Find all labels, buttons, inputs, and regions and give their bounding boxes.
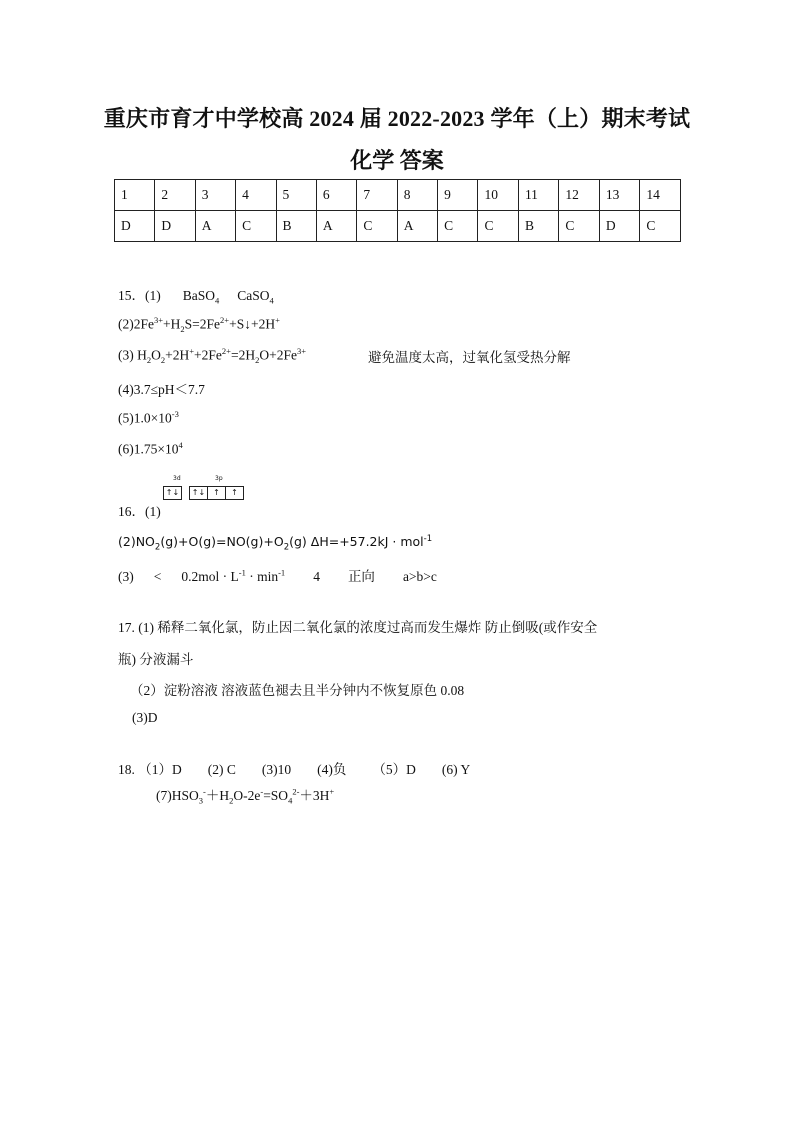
table-cell: C xyxy=(357,211,397,242)
table-cell: D xyxy=(115,211,155,242)
q15-line-3: (3) $H_2O_2+2H^++2Fe^{2+}=2H_2O+2Fe^{3+}$ xyxy=(118,346,307,366)
orbital-box: ↑ xyxy=(207,486,226,500)
orbital-label-a: 3d xyxy=(173,475,181,482)
table-cell: 14 xyxy=(640,180,681,211)
question-number-row xyxy=(115,180,681,211)
table-cell: C xyxy=(478,211,518,242)
q16-line-2: $(2)NO_2(g)+O(g)=NO(g)+O_2(g) \Delta H=+57.2kJ \cdot mol^{-1}$ xyxy=(118,534,433,553)
q15-line-6: $(6)1.75\times 10^4$ xyxy=(118,440,183,457)
table-cell: 3 xyxy=(195,180,235,211)
q17-line-4: (3)D xyxy=(132,710,158,725)
table-cell: C xyxy=(559,211,599,242)
table-cell: 13 xyxy=(599,180,639,211)
q15-answer-note: 避免温度太高，过氧化氢受热分解 xyxy=(368,350,571,365)
answer-row xyxy=(115,211,681,242)
table-cell: 10 xyxy=(478,180,518,211)
table-cell: D xyxy=(155,211,195,242)
orbital-group-a xyxy=(164,486,182,500)
table-cell: 8 xyxy=(397,180,437,211)
table-cell: 5 xyxy=(276,180,316,211)
page-subtitle: 化学 答案 xyxy=(350,148,444,173)
table-cell: 6 xyxy=(316,180,356,211)
table-cell: B xyxy=(518,211,558,242)
table-cell: A xyxy=(316,211,356,242)
table-cell: D xyxy=(599,211,639,242)
table-cell: 4 xyxy=(236,180,276,211)
q15-line-5: $(5)1.0\times 10^{-3}$ xyxy=(118,409,179,426)
orbital-box: ↑↓ xyxy=(189,486,208,500)
orbital-box: ↑↓ xyxy=(163,486,182,500)
table-cell: C xyxy=(438,211,478,242)
q16-line-1: 16．(1) xyxy=(118,504,161,519)
q16-line-3: $(3) < 0.2mol \cdot L^{-1} \cdot \min^{-1} 4$ 正向 a>b>c xyxy=(118,567,437,584)
q18-line-1: 18. （1）D (2) C (3)10 (4)负 （5）D (6) Y xyxy=(118,762,471,777)
table-cell: C xyxy=(640,211,681,242)
table-cell: 12 xyxy=(559,180,599,211)
table-cell: C xyxy=(236,211,276,242)
table-cell: 11 xyxy=(518,180,558,211)
orbital-group-b xyxy=(190,486,244,500)
table-cell: 2 xyxy=(155,180,195,211)
table-cell: 7 xyxy=(357,180,397,211)
q17-line-2: 瓶) 分液漏斗 xyxy=(118,652,194,667)
q15-line-2: $(2)2Fe^{3+}+H_2S=2Fe^{2+}+S↓+2H^+$ xyxy=(118,315,280,335)
orbital-box: ↑ xyxy=(225,486,244,500)
answer-table xyxy=(114,179,681,242)
q15-line-4: (4)3.7≤pH＜7.7 xyxy=(118,382,205,397)
page-title: 重庆市育才中学校高 2024 届 2022-2023 学年（上）期末考试 xyxy=(103,106,691,131)
orbital-label-b: 3p xyxy=(215,475,223,482)
q18-line-2: $(7)HSO_3^-+H_2O-2e^-=SO_4^{2-}+3H^+$ xyxy=(156,786,335,806)
table-cell: A xyxy=(397,211,437,242)
q15-line-1: 15．(1) BaSO$_4$ CaSO$_4$ xyxy=(118,288,274,306)
table-cell: 1 xyxy=(115,180,155,211)
q17-line-3: （2）淀粉溶液 溶液蓝色褪去且半分钟内不恢复原色 0.08 xyxy=(130,683,465,698)
table-cell: A xyxy=(195,211,235,242)
q17-line-1: 17. (1) 稀释二氧化氯，防止因二氧化氯的浓度过高而发生爆炸 防止倒吸(或作安全 xyxy=(118,620,598,635)
table-cell: B xyxy=(276,211,316,242)
table-cell: 9 xyxy=(438,180,478,211)
